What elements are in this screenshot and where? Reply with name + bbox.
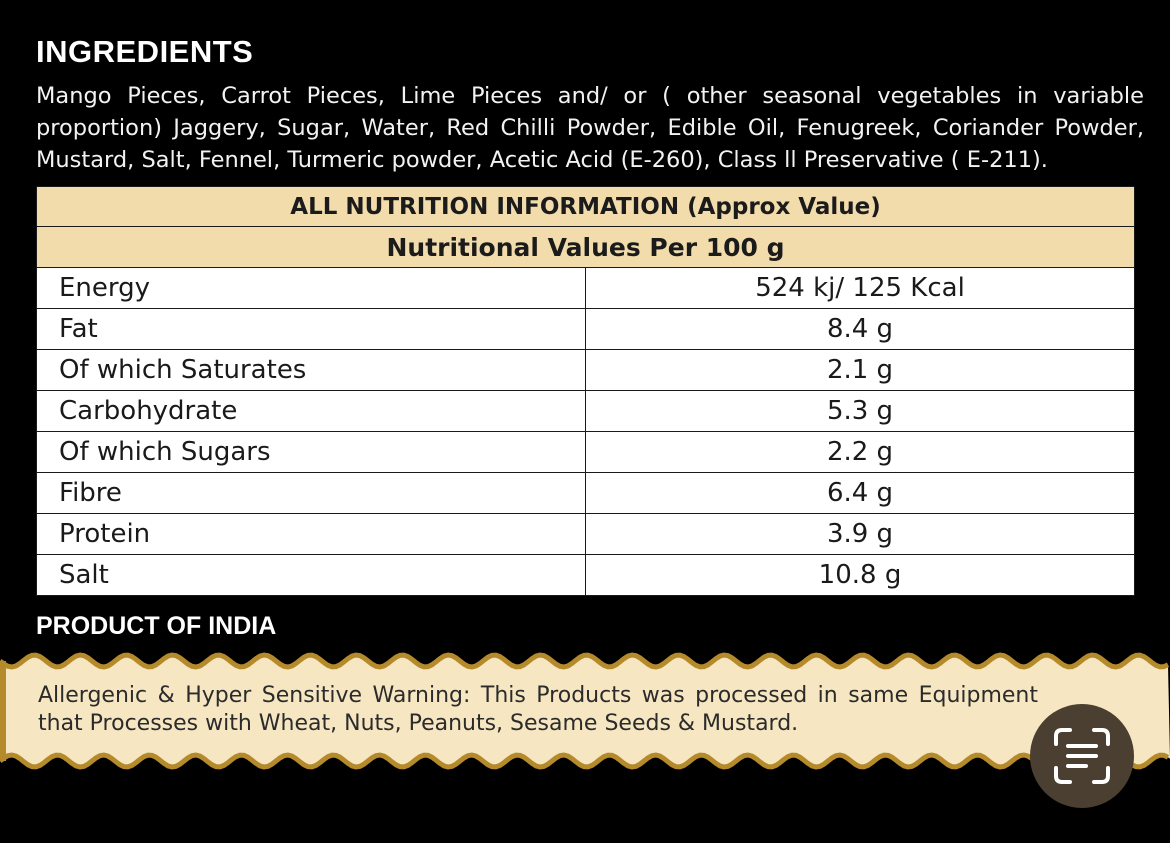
ingredients-heading: INGREDIENTS — [36, 34, 254, 69]
table-row — [37, 432, 1135, 473]
ingredients-text: Mango Pieces, Carrot Pieces, Lime Pieces and/ or ( other seasonal vegetables in variable proportion) Jaggery, Sugar, Water, Red Chilli Powder, Edible Oil, Fenugreek, Coriander Powder, Mustard, Salt, Fennel, Turmeric powder, Acetic Acid (E-260), Class ll Preservative ( E-211). — [36, 83, 1144, 173]
table-row — [37, 473, 1135, 514]
nutrient-name: Protein — [37, 514, 586, 555]
nutrient-value: 5.3 g — [586, 391, 1135, 432]
nutrient-value: 2.1 g — [586, 350, 1135, 391]
nutrient-name: Of which Sugars — [37, 432, 586, 473]
table-row — [37, 309, 1135, 350]
nutrient-value: 3.9 g — [586, 514, 1135, 555]
nutrition-subtitle: Nutritional Values Per 100 g — [37, 227, 1135, 268]
nutrient-name: Fat — [37, 309, 586, 350]
nutrient-name: Salt — [37, 555, 586, 596]
nutrient-name: Fibre — [37, 473, 586, 514]
nutrient-value: 6.4 g — [586, 473, 1135, 514]
table-row — [37, 514, 1135, 555]
table-row — [37, 555, 1135, 596]
nutrient-name: Carbohydrate — [37, 391, 586, 432]
table-row — [37, 391, 1135, 432]
nutrient-name: Energy — [37, 268, 586, 309]
table-row — [37, 268, 1135, 309]
nutrient-name: Of which Saturates — [37, 350, 586, 391]
text-scan-button[interactable] — [1030, 704, 1134, 808]
nutrition-table — [36, 186, 1135, 596]
origin-label: PRODUCT OF INDIA — [36, 612, 277, 640]
nutrition-title: ALL NUTRITION INFORMATION (Approx Value) — [37, 187, 1135, 227]
table-row — [37, 350, 1135, 391]
allergen-warning: Allergenic & Hyper Sensitive Warning: This Products was processed in same Equipment that Processes with Wheat, Nuts, Peanuts, Sesame Seeds & Mustard. — [38, 683, 1038, 736]
nutrient-value: 2.2 g — [586, 432, 1135, 473]
nutrient-value: 524 kj/ 125 Kcal — [586, 268, 1135, 309]
text-scan-icon — [1052, 726, 1112, 786]
nutrient-value: 10.8 g — [586, 555, 1135, 596]
nutrient-value: 8.4 g — [586, 309, 1135, 350]
